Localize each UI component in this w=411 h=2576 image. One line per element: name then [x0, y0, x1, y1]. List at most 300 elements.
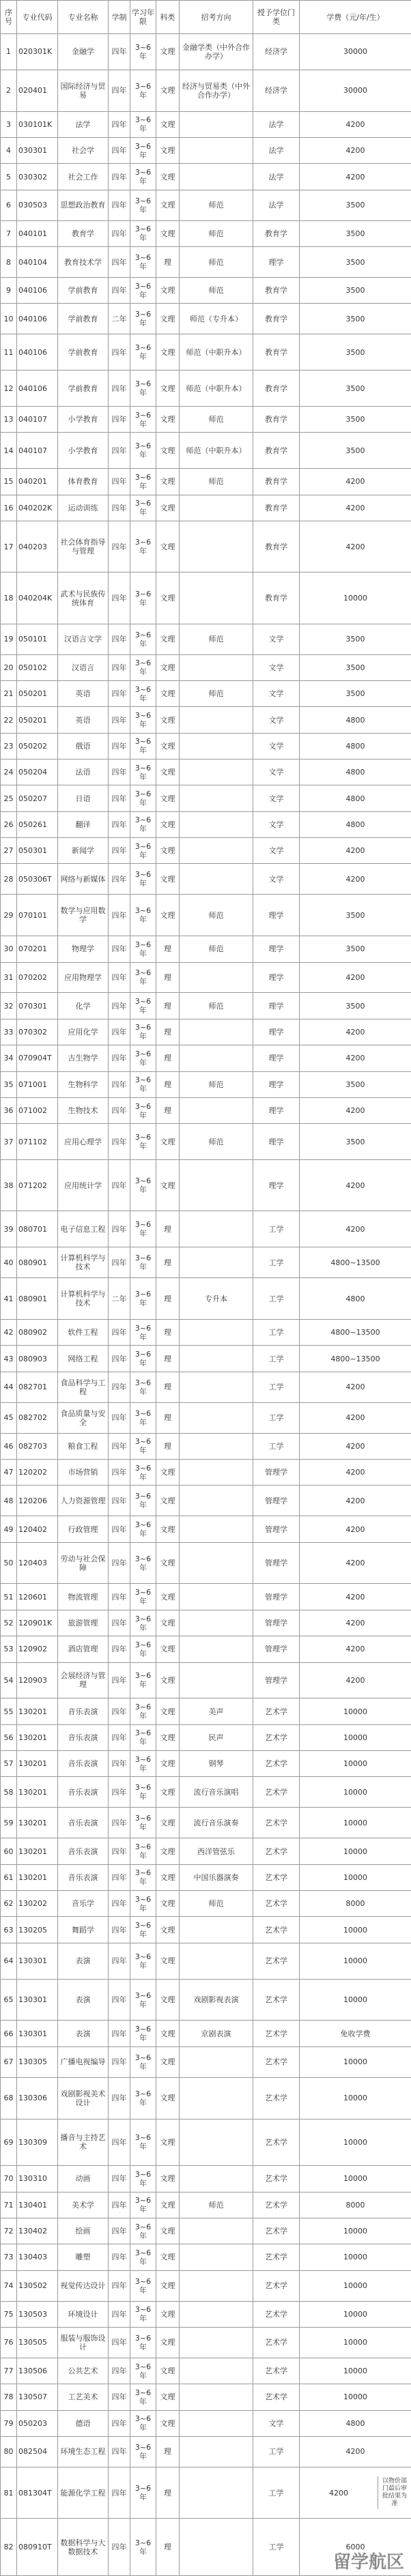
cell-subject-type: 理 [156, 936, 180, 962]
cell-enrollment-direction [180, 2358, 253, 2384]
cell-study-years: 3~6年 [130, 220, 156, 246]
cell-degree-type: 文学 [253, 654, 300, 680]
cell-major-name: 生物技术 [58, 1097, 109, 1123]
cell-index: 3 [1, 111, 17, 137]
cell-degree-type: 艺术学 [253, 2384, 300, 2410]
cell-index: 68 [1, 2077, 17, 2119]
cell-major-code: 130201 [17, 1751, 58, 1777]
cell-duration: 四年 [109, 681, 130, 707]
cell-major-name: 网络工程 [58, 1346, 109, 1372]
cell-major-name: 应用统计学 [58, 1160, 109, 1211]
cell-duration: 四年 [109, 1584, 130, 1610]
table-row [1, 1402, 411, 1433]
cell-enrollment-direction [180, 1320, 253, 1346]
cell-tuition: 4200 [300, 1460, 411, 1486]
cell-enrollment-direction: 师范 [180, 247, 253, 278]
cell-duration: 四年 [109, 1372, 130, 1402]
cell-index: 78 [1, 2384, 17, 2410]
cell-enrollment-direction [180, 2519, 253, 2576]
table-row [1, 2410, 411, 2436]
cell-enrollment-direction: 京剧表演 [180, 2021, 253, 2046]
cell-duration: 四年 [109, 1943, 130, 1979]
cell-major-code: 130507 [17, 2384, 58, 2410]
cell-degree-type: 法学 [253, 190, 300, 220]
cell-study-years: 3~6年 [130, 707, 156, 733]
cell-degree-type: 管理学 [253, 1460, 300, 1486]
cell-enrollment-direction [180, 2467, 253, 2518]
cell-enrollment-direction: 民声 [180, 1724, 253, 1750]
cell-enrollment-direction [180, 1460, 253, 1486]
cell-major-name: 软件工程 [58, 1320, 109, 1346]
cell-major-code: 130306 [17, 2077, 58, 2119]
cell-subject-type: 理 [156, 1071, 180, 1097]
cell-degree-type: 工学 [253, 1247, 300, 1278]
cell-tuition: 10000 [300, 1751, 411, 1777]
cell-tuition: 10000 [300, 2384, 411, 2410]
cell-study-years: 3~6年 [130, 521, 156, 572]
cell-duration: 四年 [109, 1808, 130, 1838]
table-row [1, 1724, 411, 1750]
cell-study-years: 3~6年 [130, 1542, 156, 1584]
cell-major-name: 社会学 [58, 138, 109, 164]
cell-major-name: 戏剧影视美术设计 [58, 2077, 109, 2119]
cell-enrollment-direction: 师范 [180, 1071, 253, 1097]
cell-subject-type: 文理 [156, 2270, 180, 2301]
cell-tuition [300, 2519, 411, 2576]
table-row [1, 2270, 411, 2301]
cell-enrollment-direction: 师范（专升本） [180, 304, 253, 334]
cell-subject-type: 文理 [156, 34, 180, 70]
cell-major-name: 音乐表演 [58, 1864, 109, 1890]
cell-duration: 四年 [109, 733, 130, 759]
cell-tuition: 4200 [300, 1045, 411, 1071]
cell-tuition: 3500 [300, 681, 411, 707]
cell-enrollment-direction: 师范 [180, 407, 253, 433]
cell-study-years: 3~6年 [130, 733, 156, 759]
cell-major-name: 工艺美术 [58, 2384, 109, 2410]
cell-major-code: 040107 [17, 407, 58, 433]
cell-major-code: 082701 [17, 1372, 58, 1402]
cell-tuition: 3500 [300, 190, 411, 220]
cell-duration: 四年 [109, 2410, 130, 2436]
cell-duration: 四年 [109, 1320, 130, 1346]
table-row [1, 1751, 411, 1777]
cell-subject-type: 文理 [156, 681, 180, 707]
cell-tuition: 10000 [300, 2218, 411, 2244]
cell-duration: 四年 [109, 111, 130, 137]
cell-enrollment-direction [180, 2077, 253, 2119]
cell-major-code: 081304T [17, 2467, 58, 2518]
cell-major-code: 130502 [17, 2270, 58, 2301]
cell-degree-type: 管理学 [253, 1662, 300, 1698]
cell-enrollment-direction: 流行音乐演奏 [180, 1808, 253, 1838]
cell-major-code: 130201 [17, 1838, 58, 1864]
cell-major-name: 计算机科学与技术 [58, 1247, 109, 1278]
table-row [1, 1097, 411, 1123]
cell-major-name: 学前教育 [58, 277, 109, 303]
cell-subject-type: 文理 [156, 759, 180, 785]
cell-duration: 四年 [109, 1402, 130, 1433]
table-row [1, 2327, 411, 2358]
cell-study-years: 3~6年 [130, 654, 156, 680]
cell-subject-type: 文理 [156, 2244, 180, 2270]
cell-subject-type: 文理 [156, 895, 180, 936]
cell-major-code: 070904T [17, 1045, 58, 1071]
cell-subject-type: 文理 [156, 2021, 180, 2046]
table-row [1, 1610, 411, 1636]
cell-degree-type: 理学 [253, 895, 300, 936]
cell-enrollment-direction [180, 1372, 253, 1402]
cell-degree-type: 艺术学 [253, 2301, 300, 2327]
cell-duration: 四年 [109, 1979, 130, 2021]
column-header: 学习年限 [130, 1, 156, 34]
cell-major-name: 生物科学 [58, 1071, 109, 1097]
cell-degree-type: 艺术学 [253, 1864, 300, 1890]
cell-duration: 四年 [109, 2046, 130, 2077]
cell-major-name: 雕塑 [58, 2244, 109, 2270]
cell-study-years: 3~6年 [130, 1751, 156, 1777]
table-row [1, 164, 411, 190]
cell-enrollment-direction [180, 1917, 253, 1943]
table-row [1, 2436, 411, 2467]
cell-degree-type: 艺术学 [253, 1838, 300, 1864]
cell-tuition: 4200 [300, 1211, 411, 1247]
cell-duration: 四年 [109, 1433, 130, 1459]
cell-subject-type: 理 [156, 247, 180, 278]
cell-study-years: 3~6年 [130, 1979, 156, 2021]
cell-subject-type: 文理 [156, 2046, 180, 2077]
cell-study-years: 3~6年 [130, 2119, 156, 2166]
cell-index: 15 [1, 469, 17, 495]
cell-tuition: 4200 [300, 1516, 411, 1542]
cell-tuition: 10000 [300, 2166, 411, 2192]
cell-subject-type: 文理 [156, 334, 180, 371]
cell-degree-type: 文学 [253, 759, 300, 785]
cell-index: 66 [1, 2021, 17, 2046]
cell-subject-type: 文理 [156, 2077, 180, 2119]
cell-index: 27 [1, 838, 17, 864]
column-header: 学制 [109, 1, 130, 34]
cell-subject-type: 文理 [156, 433, 180, 469]
table-row [1, 469, 411, 495]
cell-major-code: 070202 [17, 962, 58, 993]
cell-major-name: 广播电视编导 [58, 2046, 109, 2077]
cell-major-code: 130503 [17, 2301, 58, 2327]
cell-enrollment-direction [180, 2436, 253, 2467]
header-row [1, 1, 411, 34]
cell-enrollment-direction [180, 2218, 253, 2244]
cell-degree-type: 艺术学 [253, 1917, 300, 1943]
cell-tuition: 4200 [300, 1662, 411, 1698]
cell-major-name: 体育教育 [58, 469, 109, 495]
cell-subject-type: 文理 [156, 70, 180, 111]
cell-enrollment-direction [180, 1160, 253, 1211]
cell-index: 77 [1, 2358, 17, 2384]
cell-major-name: 教育学 [58, 220, 109, 246]
cell-study-years: 3~6年 [130, 1838, 156, 1864]
cell-tuition: 30000 [300, 34, 411, 70]
cell-major-code: 120901K [17, 1610, 58, 1636]
cell-enrollment-direction [180, 2301, 253, 2327]
cell-index: 75 [1, 2301, 17, 2327]
cell-index: 42 [1, 1320, 17, 1346]
cell-major-code: 082702 [17, 1402, 58, 1433]
table-row [1, 936, 411, 962]
cell-subject-type: 理 [156, 1211, 180, 1247]
cell-duration: 四年 [109, 573, 130, 624]
cell-enrollment-direction: 师范（中职升本） [180, 371, 253, 407]
cell-enrollment-direction: 师范 [180, 624, 253, 654]
cell-index: 50 [1, 1542, 17, 1584]
cell-major-name: 英语 [58, 681, 109, 707]
cell-degree-type: 艺术学 [253, 2192, 300, 2218]
cell-major-code: 071001 [17, 1071, 58, 1097]
cell-index: 31 [1, 962, 17, 993]
table-row [1, 785, 411, 811]
cell-duration: 四年 [109, 864, 130, 895]
cell-index: 63 [1, 1917, 17, 1943]
cell-subject-type: 文理 [156, 1864, 180, 1890]
cell-major-code: 130301 [17, 1943, 58, 1979]
cell-duration: 四年 [109, 433, 130, 469]
cell-index: 25 [1, 785, 17, 811]
table-row [1, 573, 411, 624]
cell-enrollment-direction [180, 1433, 253, 1459]
cell-duration: 四年 [109, 521, 130, 572]
cell-tuition: 4200 [300, 1372, 411, 1402]
cell-duration: 四年 [109, 1636, 130, 1662]
cell-study-years: 3~6年 [130, 1160, 156, 1211]
cell-degree-type: 经济学 [253, 34, 300, 70]
table-row [1, 2218, 411, 2244]
cell-index: 16 [1, 495, 17, 521]
cell-index: 22 [1, 707, 17, 733]
cell-index: 54 [1, 1662, 17, 1698]
cell-tuition: 30000 [300, 70, 411, 111]
cell-study-years: 3~6年 [130, 936, 156, 962]
cell-subject-type: 文理 [156, 1584, 180, 1610]
cell-tuition: 10000 [300, 2301, 411, 2327]
cell-subject-type: 文理 [156, 2166, 180, 2192]
table-row [1, 962, 411, 993]
cell-duration: 四年 [109, 707, 130, 733]
cell-major-code: 082504 [17, 2436, 58, 2467]
cell-tuition: 3500 [300, 247, 411, 278]
cell-subject-type: 理 [156, 1320, 180, 1346]
cell-tuition: 3500 [300, 654, 411, 680]
cell-study-years: 3~6年 [130, 1777, 156, 1808]
cell-subject-type: 文理 [156, 220, 180, 246]
cell-tuition: 3500 [300, 407, 411, 433]
cell-subject-type: 文理 [156, 654, 180, 680]
cell-study-years: 3~6年 [130, 624, 156, 654]
cell-major-name: 教育技术学 [58, 247, 109, 278]
cell-enrollment-direction: 师范 [180, 469, 253, 495]
cell-index: 59 [1, 1808, 17, 1838]
cell-major-name: 化学 [58, 993, 109, 1019]
table-row [1, 1045, 411, 1071]
cell-study-years: 3~6年 [130, 2270, 156, 2301]
cell-enrollment-direction [180, 1542, 253, 1584]
cell-degree-type: 艺术学 [253, 2046, 300, 2077]
cell-tuition: 4800 [300, 1278, 411, 1320]
column-header: 序号 [1, 1, 17, 34]
cell-degree-type: 理学 [253, 1071, 300, 1097]
table-body [1, 34, 411, 2576]
cell-duration: 四年 [109, 1211, 130, 1247]
table-row [1, 2467, 411, 2518]
cell-tuition: 10000 [300, 2327, 411, 2358]
table-row [1, 1372, 411, 1402]
cell-study-years: 3~6年 [130, 2077, 156, 2119]
cell-index: 32 [1, 993, 17, 1019]
cell-major-code: 130201 [17, 1864, 58, 1890]
table-row [1, 1433, 411, 1459]
cell-subject-type: 文理 [156, 864, 180, 895]
cell-degree-type: 理学 [253, 247, 300, 278]
cell-index: 9 [1, 277, 17, 303]
cell-index: 35 [1, 1071, 17, 1097]
cell-major-code: 120402 [17, 1516, 58, 1542]
cell-subject-type: 理 [156, 1278, 180, 1320]
cell-enrollment-direction: 师范 [180, 993, 253, 1019]
table-row [1, 1838, 411, 1864]
cell-degree-type: 文学 [253, 785, 300, 811]
cell-study-years: 3~6年 [130, 1917, 156, 1943]
cell-duration: 四年 [109, 2218, 130, 2244]
cell-tuition: 3500 [300, 1124, 411, 1160]
cell-tuition: 4200 [300, 1433, 411, 1459]
cell-degree-type: 教育学 [253, 407, 300, 433]
table-row [1, 70, 411, 111]
cell-major-name: 法学 [58, 111, 109, 137]
cell-degree-type: 法学 [253, 138, 300, 164]
cell-subject-type: 文理 [156, 277, 180, 303]
cell-duration: 四年 [109, 1777, 130, 1808]
cell-enrollment-direction: 钢琴 [180, 1751, 253, 1777]
cell-degree-type: 艺术学 [253, 2021, 300, 2046]
cell-enrollment-direction: 师范 [180, 895, 253, 936]
cell-major-name: 表演 [58, 2021, 109, 2046]
cell-major-code: 030503 [17, 190, 58, 220]
cell-subject-type: 理 [156, 1247, 180, 1278]
cell-duration: 四年 [109, 2244, 130, 2270]
cell-duration: 四年 [109, 2519, 130, 2576]
cell-subject-type: 文理 [156, 164, 180, 190]
cell-major-name: 美术学 [58, 2192, 109, 2218]
cell-major-name: 社会体育指导与管理 [58, 521, 109, 572]
cell-major-name: 学前教育 [58, 334, 109, 371]
cell-major-name: 物流管理 [58, 1584, 109, 1610]
table-row [1, 190, 411, 220]
cell-subject-type: 文理 [156, 190, 180, 220]
cell-major-name: 视觉传达设计 [58, 2270, 109, 2301]
cell-study-years: 3~6年 [130, 2410, 156, 2436]
cell-duration: 四年 [109, 164, 130, 190]
cell-study-years: 3~6年 [130, 1211, 156, 1247]
cell-index: 26 [1, 811, 17, 837]
table-row [1, 2244, 411, 2270]
cell-major-code: 050102 [17, 654, 58, 680]
cell-degree-type: 文学 [253, 811, 300, 837]
table-row [1, 1346, 411, 1372]
cell-major-name: 数学与应用数学 [58, 895, 109, 936]
cell-duration: 四年 [109, 2467, 130, 2518]
cell-tuition: 3500 [300, 993, 411, 1019]
cell-major-code: 020301K [17, 34, 58, 70]
cell-tuition: 4800 [300, 785, 411, 811]
cell-study-years: 3~6年 [130, 1278, 156, 1320]
table-row [1, 138, 411, 164]
cell-major-code: 080701 [17, 1211, 58, 1247]
cell-degree-type: 管理学 [253, 1584, 300, 1610]
cell-tuition: 4200 [300, 838, 411, 864]
cell-study-years: 3~6年 [130, 1346, 156, 1372]
cell-enrollment-direction [180, 1610, 253, 1636]
cell-duration: 四年 [109, 2301, 130, 2327]
cell-subject-type: 文理 [156, 1542, 180, 1584]
cell-degree-type: 艺术学 [253, 2218, 300, 2244]
cell-tuition: 4200 [300, 164, 411, 190]
cell-major-code: 130401 [17, 2192, 58, 2218]
cell-enrollment-direction: 金融学类（中外合作办学） [180, 34, 253, 70]
cell-enrollment-direction [180, 759, 253, 785]
cell-major-code: 130205 [17, 1917, 58, 1943]
cell-degree-type: 工学 [253, 1433, 300, 1459]
cell-subject-type: 文理 [156, 1724, 180, 1750]
cell-degree-type: 艺术学 [253, 1891, 300, 1917]
table-row [1, 2192, 411, 2218]
cell-index: 7 [1, 220, 17, 246]
table-row [1, 1584, 411, 1610]
cell-enrollment-direction: 师范（中职升本） [180, 433, 253, 469]
cell-tuition: 4200 [300, 864, 411, 895]
cell-duration: 四年 [109, 247, 130, 278]
cell-subject-type: 理 [156, 962, 180, 993]
cell-major-code: 070301 [17, 993, 58, 1019]
table-row [1, 2166, 411, 2192]
cell-tuition: 4200 [300, 1402, 411, 1433]
cell-major-name: 俄语 [58, 733, 109, 759]
table-row [1, 1542, 411, 1584]
cell-subject-type: 理 [156, 1346, 180, 1372]
cell-subject-type: 文理 [156, 1917, 180, 1943]
cell-enrollment-direction [180, 138, 253, 164]
cell-major-name: 动画 [58, 2166, 109, 2192]
cell-major-name: 公共艺术 [58, 2358, 109, 2384]
cell-major-code: 120601 [17, 1584, 58, 1610]
cell-duration: 四年 [109, 1160, 130, 1211]
cell-tuition: 4800~13500 [300, 1320, 411, 1346]
cell-degree-type: 理学 [253, 1019, 300, 1045]
cell-study-years: 3~6年 [130, 2519, 156, 2576]
cell-major-name: 食品科学与工程 [58, 1372, 109, 1402]
cell-study-years: 3~6年 [130, 247, 156, 278]
cell-index: 56 [1, 1724, 17, 1750]
cell-index: 33 [1, 1019, 17, 1045]
cell-tuition: 免收学费 [300, 2021, 411, 2046]
cell-duration: 四年 [109, 1124, 130, 1160]
tuition-value: 4200 [329, 2488, 348, 2498]
table-row [1, 34, 411, 70]
cell-index: 21 [1, 681, 17, 707]
cell-degree-type: 艺术学 [253, 2327, 300, 2358]
cell-subject-type: 文理 [156, 495, 180, 521]
cell-index: 76 [1, 2327, 17, 2358]
cell-study-years: 3~6年 [130, 1610, 156, 1636]
cell-study-years: 3~6年 [130, 1662, 156, 1698]
cell-major-code: 130506 [17, 2358, 58, 2384]
